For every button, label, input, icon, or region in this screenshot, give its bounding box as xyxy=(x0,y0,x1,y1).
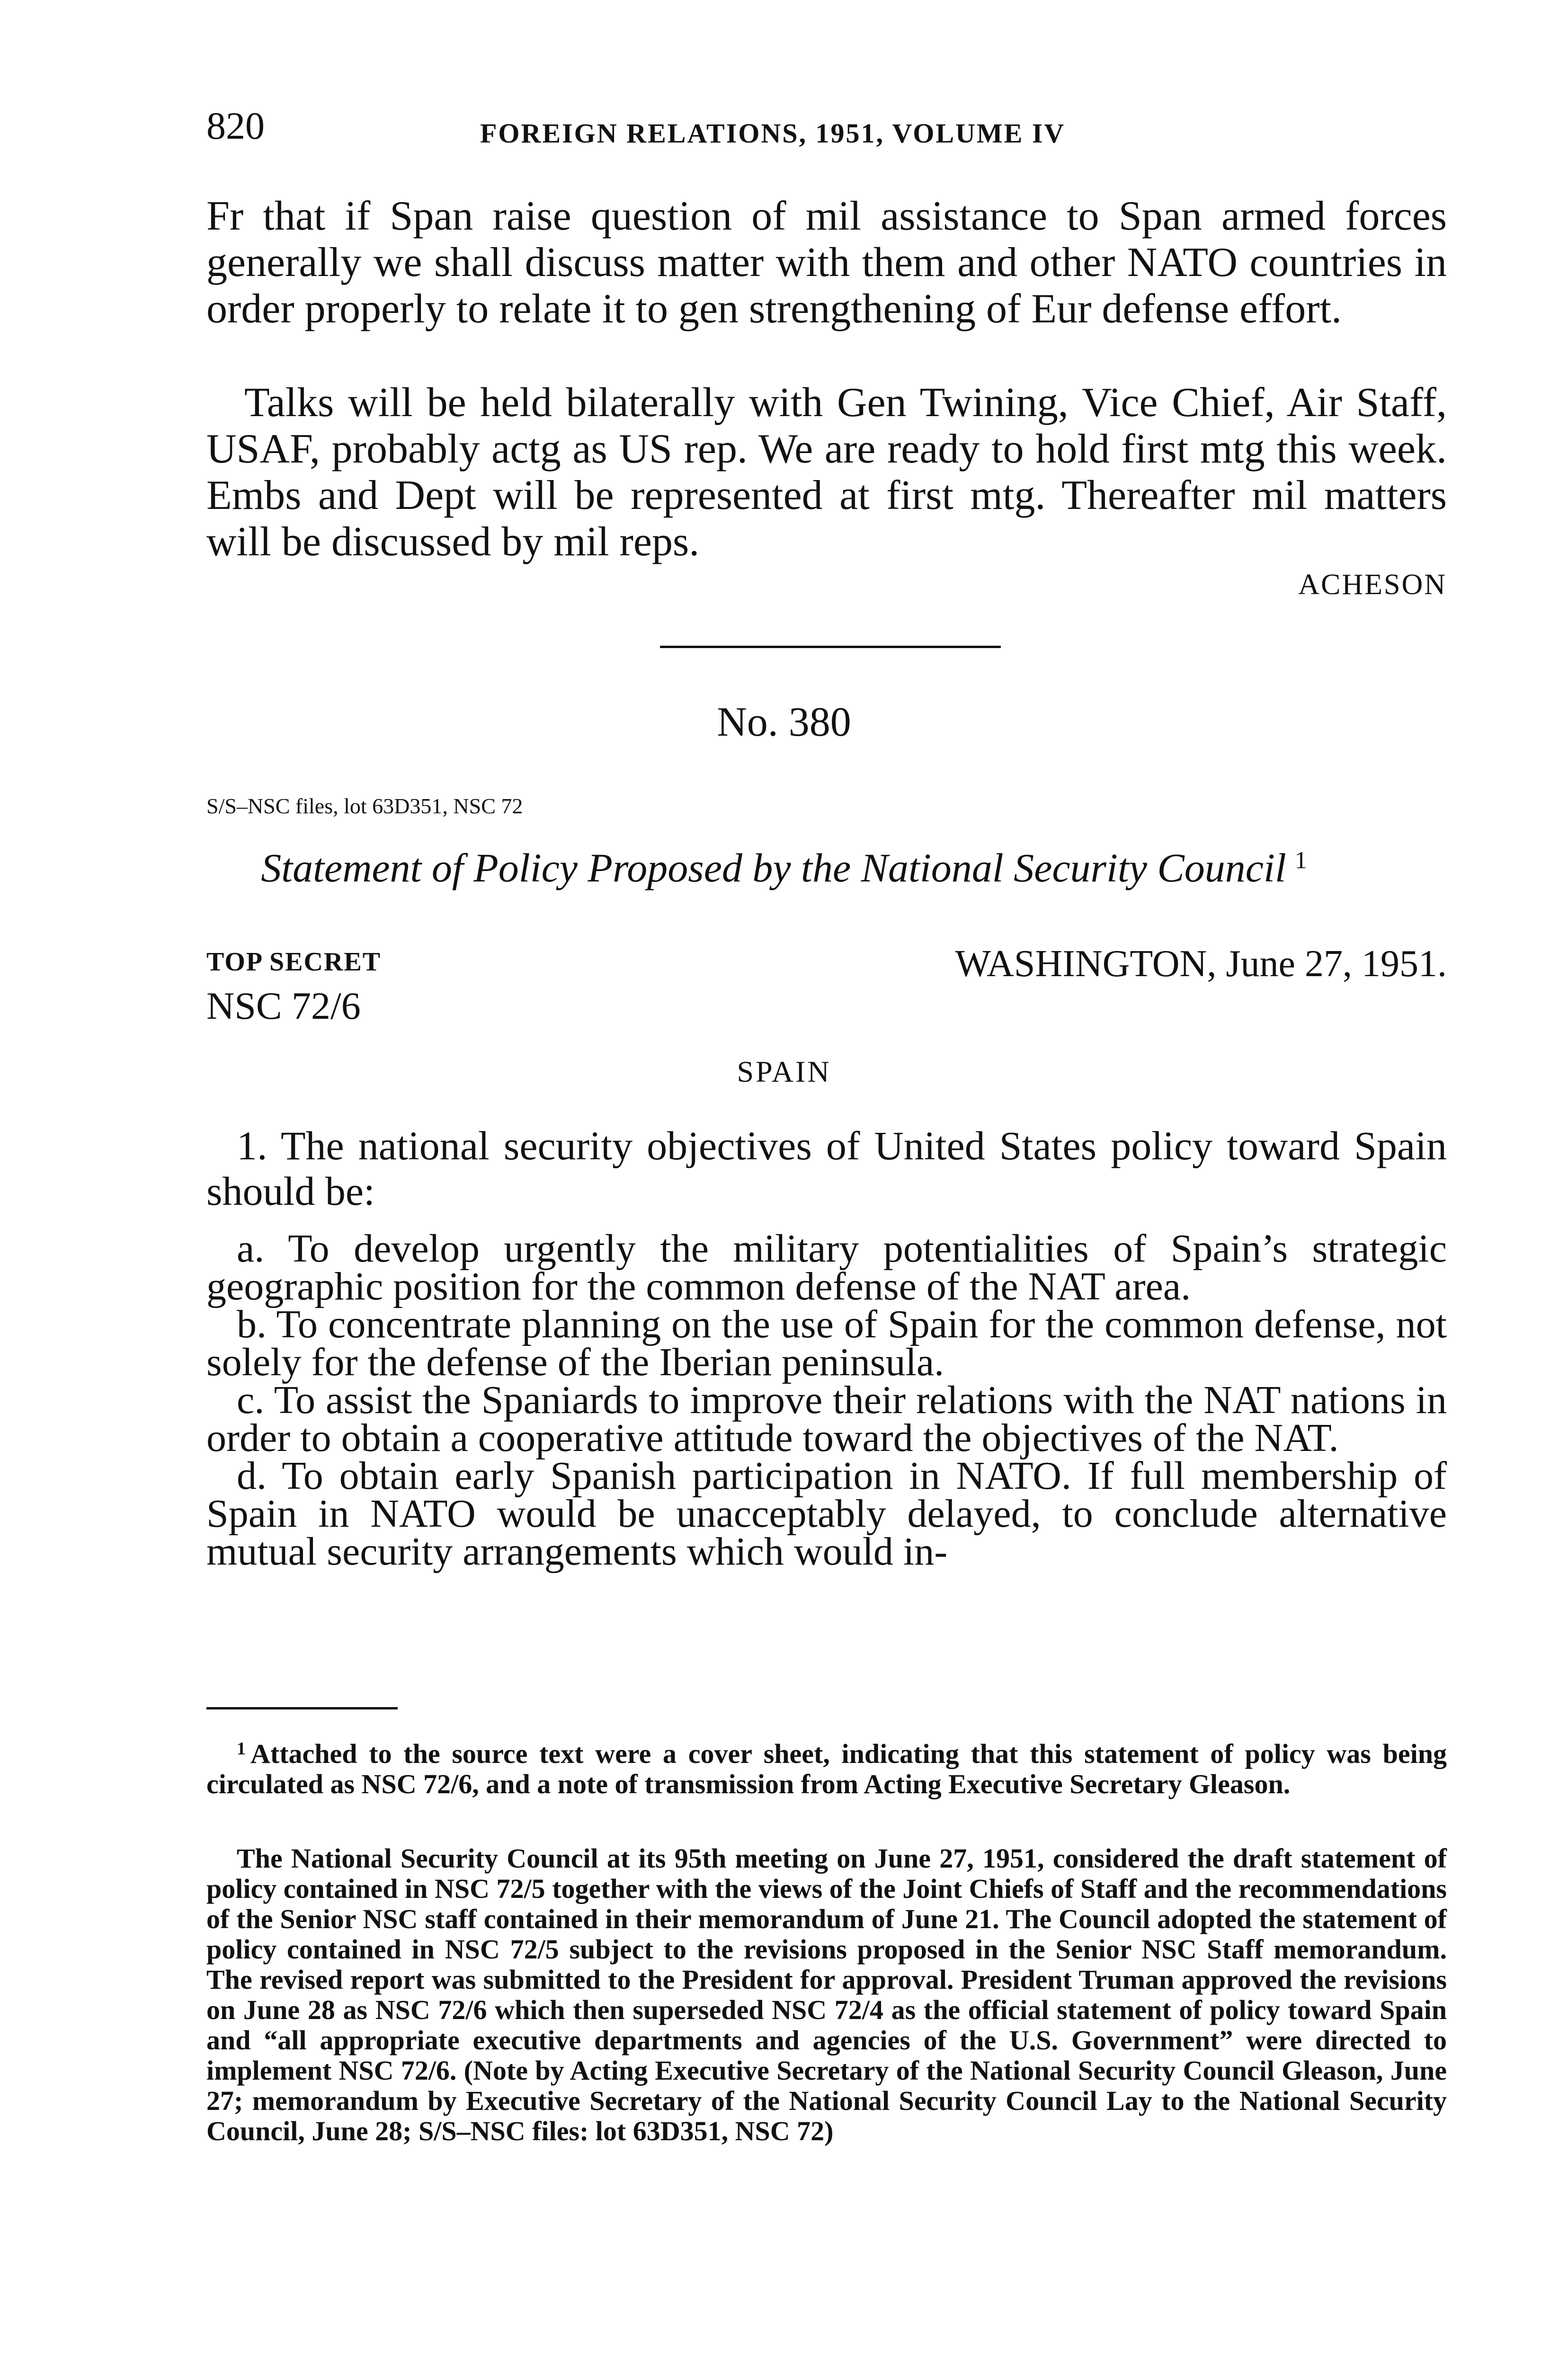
footnote-divider xyxy=(206,1707,398,1709)
objective-item: d. To obtain early Spanish participation in NATO. If full membership of Spain in NATO would be unacceptably delayed, to conclude alternative mutual security arrangements which would in- xyxy=(206,1454,1447,1574)
objective-item: b. To concentrate planning on the use of Spain for the common defense, not solely for the defense of the Iberian peninsula. xyxy=(206,1302,1447,1384)
objective-item: a. To develop urgently the military potentialities of Spain’s strategic geographic position for the common defense of the NAT area. xyxy=(206,1227,1447,1308)
policy-paragraph-1: 1. The national security objectives of United States policy toward Spain should be: xyxy=(206,1123,1447,1214)
document-number: No. 380 xyxy=(717,699,851,745)
classification-marking: TOP SECRET xyxy=(206,947,382,977)
section-divider xyxy=(660,646,1001,648)
subject-heading: SPAIN xyxy=(737,1055,831,1088)
signature: ACHESON xyxy=(1298,569,1447,601)
page-number: 820 xyxy=(206,104,265,147)
source-citation: S/S–NSC files, lot 63D351, NSC 72 xyxy=(206,794,523,818)
document-title-text: Statement of Policy Proposed by the National Security Council xyxy=(261,845,1286,890)
previous-document-paragraph-2: Talks will be held bilaterally with Gen Twining, Vice Chief, Air Staff, USAF, probably actg as US rep. We are ready to hold first mtg this week. Embs and Dept will be represented at first mtg. Thereafter mil matters will be discussed by mil reps. xyxy=(206,380,1447,565)
footnote-reference[interactable]: 1 xyxy=(1294,847,1307,874)
footnote-1-text: Attached to the source text were a cover sheet, indicating that this statement of policy was being circulated as NSC 72/6, and a note of transmission from Acting Executive Secretary Gleason. xyxy=(206,1738,1447,1799)
footnote-1-continuation: The National Security Council at its 95th meeting on June 27, 1951, considered the draft statement of policy contained in NSC 72/5 together with the views of the Joint Chiefs of Staff and the recommendations of the Senior NSC staff contained in their memorandum of June 21. The Council adopted the statement of policy contained in NSC 72/5 subject to the revisions proposed in the Senior NSC Staff memorandum. The revised report was submitted to the President for approval. President Truman approved the revisions on June 28 as NSC 72/6 which then superseded NSC 72/4 as the official statement of policy toward Spain and “all appropriate executive departments and agencies of the U.S. Government” were directed to implement NSC 72/6. (Note by Acting Executive Secretary of the National Security Council Gleason, June 27; memorandum by Executive Secretary of the National Security Council Lay to the National Security Council, June 28; S/S–NSC files: lot 63D351, NSC 72) xyxy=(206,1843,1447,2146)
document-title xyxy=(0,847,1568,888)
document-id: NSC 72/6 xyxy=(206,984,361,1027)
footnote-1 xyxy=(206,1734,1447,1799)
dateline: WASHINGTON, June 27, 1951. xyxy=(955,943,1447,985)
running-head: FOREIGN RELATIONS, 1951, VOLUME IV xyxy=(480,118,1066,149)
footnote-marker: 1 xyxy=(237,1739,246,1759)
previous-document-paragraph-1: Fr that if Span raise question of mil assistance to Span armed forces generally we shall discuss matter with them and other NATO countries in order properly to relate it to gen strengthening of Eur defense effort. xyxy=(206,193,1447,332)
objectives-list xyxy=(206,1227,1447,1574)
objective-item: c. To assist the Spaniards to improve their relations with the NAT nations in order to obtain a cooperative attitude toward the objectives of the NAT. xyxy=(206,1378,1447,1460)
